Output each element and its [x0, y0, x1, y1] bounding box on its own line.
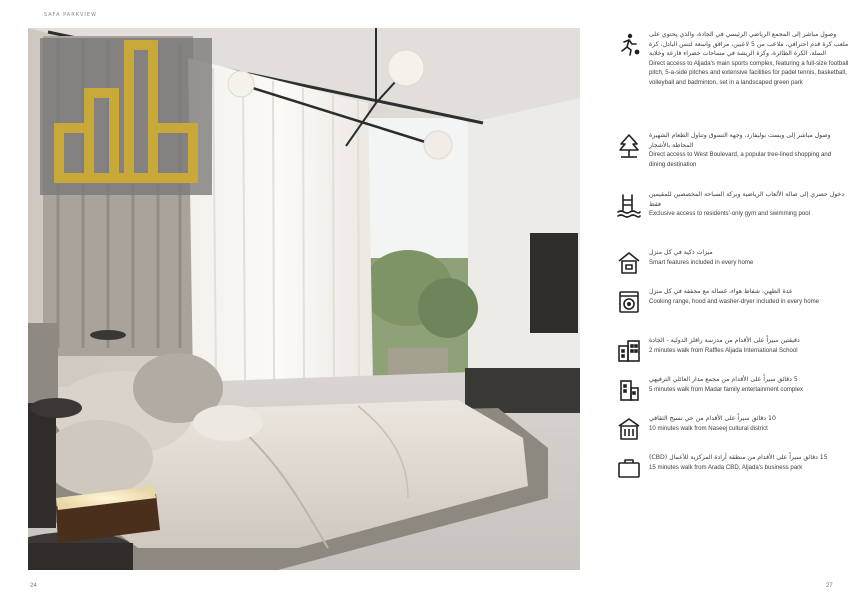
feature-arabic-text: عدة الطهي، شفاط هواء، غسالة مع مجففة في كل منزل	[649, 288, 793, 295]
features-list	[616, 0, 851, 600]
feature-english-text: Cooking range, hood and washer-dryer included in every home	[649, 297, 820, 305]
brand-logo-icon	[40, 38, 212, 195]
feature-arabic-text: وصول مباشر إلى ويست بوليفارد، وجهة التسوق وتناول الطعام الشهيرة المحاطة بالأشجار	[649, 132, 831, 149]
feature-arabic-text: ميزات ذكية في كل منزل	[649, 249, 713, 256]
feature-english-text: Direct access to West Boulevard, a popular tree-lined shopping and dining destination	[649, 151, 832, 168]
logo-overlay	[40, 38, 212, 195]
running-person-icon	[616, 32, 642, 58]
feature-arabic-text: 5 دقائق سيراً على الأقدام من مجمع مدار العائلي الترفيهي	[649, 376, 798, 383]
feature-english-text: Exclusive access to residents'-only gym and swimming pool	[649, 210, 811, 217]
feature-arabic-text: 15 دقائق سيراً على الأقدام من منطقة أرادة المركزية للأعمال (CBD)	[649, 454, 828, 461]
feature-english-text: 15 minutes walk from Arada CBD, Aljada's business park	[649, 463, 803, 471]
cultural-district-icon	[616, 416, 642, 442]
washer-dryer-icon	[616, 289, 642, 315]
smart-home-icon	[616, 250, 642, 276]
page-number-right: 27	[826, 583, 833, 589]
briefcase-icon	[616, 455, 642, 481]
page-number-left: 24	[30, 583, 37, 589]
feature-arabic-text: وصول مباشر إلى المجمع الرياضي الرئيسي في الجادة، والذي يحتوي على ملعب كرة قدم احترافي، ملاعب من 5 لاعبين، مرافق واسعة لتنس البادل، كرة السلة، الكرة الطائرة، وكرة الريشة في مساحات خضراء فارعة وخلابة	[649, 31, 849, 57]
feature-english-text: 2 minutes walk from Raffles Aljada International School	[649, 346, 798, 354]
tree-boulevard-icon	[616, 133, 642, 159]
feature-english-text: Direct access to Aljada's main sports complex, featuring a full-size football pitch, 5-a-side pitches and extensive facilities for padel tennis, basketball, volleyball and badminton, set in a landscaped green park	[649, 59, 849, 86]
feature-english-text: 10 minutes walk from Naseej cultural district	[649, 424, 768, 432]
feature-arabic-text: دقيقتين سيراً على الأقدام من مدرسة رافلز الدولية - الجادة	[649, 337, 800, 344]
family-entertainment-icon	[616, 377, 642, 403]
feature-arabic-text: 10 دقائق سيراً على الأقدام من حي نسيج الثقافي	[649, 415, 776, 422]
feature-english-text: Smart features included in every home	[649, 258, 754, 266]
bedroom-interior-photo	[28, 28, 580, 570]
brand-label: SAFA PARKVIEW	[44, 12, 97, 18]
feature-english-text: 5 minutes walk from Madar family entertainment complex	[649, 385, 804, 393]
feature-arabic-text: دخول حصري إلى صالة الألعاب الرياضية وبركة السباحة المخصصين للمقيمين فقط	[649, 191, 844, 208]
pool-ladder-icon	[616, 192, 642, 218]
school-building-icon	[616, 338, 642, 364]
